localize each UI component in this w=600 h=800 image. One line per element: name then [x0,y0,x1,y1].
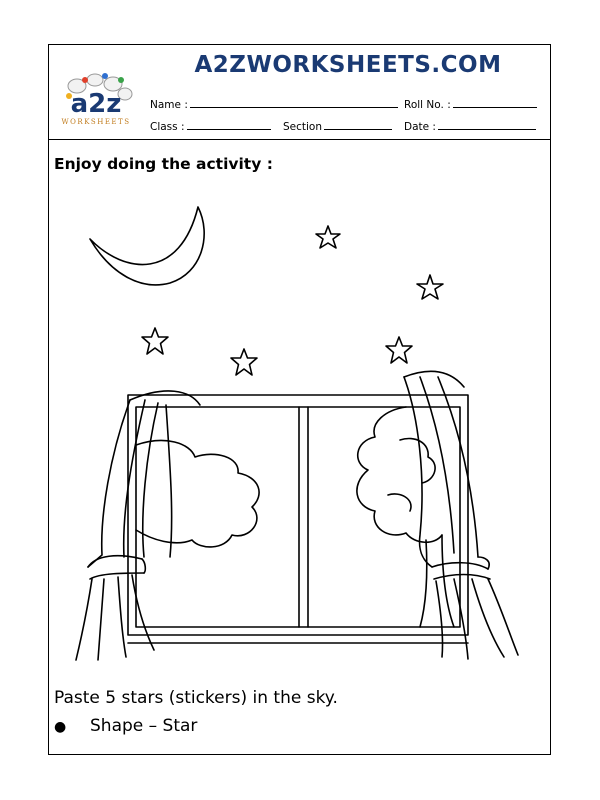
a2z-logo-icon [55,66,137,128]
roll-label: Roll No. : [404,99,451,111]
section-label: Section [283,121,323,133]
header-divider [48,139,551,140]
star-icon [386,337,412,363]
date-field[interactable] [404,119,536,133]
bullet-item [54,716,197,736]
name-blank[interactable] [190,97,398,108]
class-label: Class : [150,121,185,133]
class-blank[interactable] [187,119,271,130]
bullet-dot-icon: ● [54,719,67,735]
curtain-icon [404,371,518,659]
moon-icon [90,207,204,285]
class-field[interactable] [150,119,271,133]
date-blank[interactable] [438,119,536,130]
roll-blank[interactable] [453,97,537,108]
activity-heading: Enjoy doing the activity : [54,155,273,173]
star-icon [142,328,168,354]
star-icon [231,349,257,375]
bullet-text: Shape – Star [90,716,198,736]
name-label: Name : [150,99,188,111]
section-field[interactable] [283,119,392,133]
roll-field[interactable] [404,97,537,111]
logo-subtext: WORKSHEETS [61,118,131,126]
logo-wordmark: a2z [70,89,122,119]
cloud-icon [136,441,259,547]
site-logo [55,66,137,128]
site-title: A2ZWORKSHEETS.COM [194,52,502,78]
curtain-icon [76,391,200,660]
name-field[interactable] [150,97,398,111]
instruction-text: Paste 5 stars (stickers) in the sky. [54,688,338,708]
star-icon [417,275,443,299]
star-icon [316,226,340,248]
section-blank[interactable] [324,119,392,130]
date-label: Date : [404,121,436,133]
night-sky-illustration [70,195,530,670]
